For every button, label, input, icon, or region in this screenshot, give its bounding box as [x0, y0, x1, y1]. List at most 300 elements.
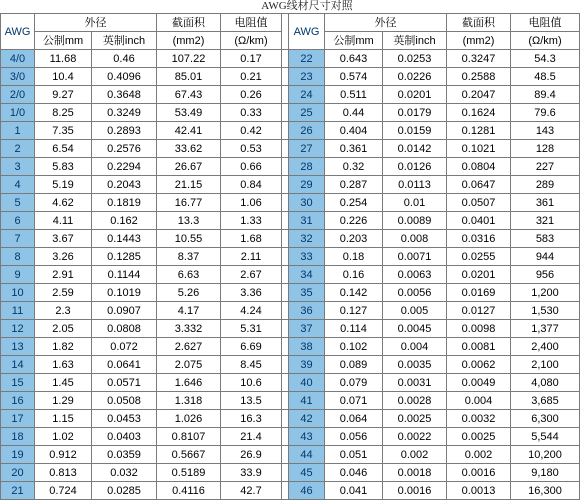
area-cell: 0.0255 — [447, 248, 511, 266]
awg-cell: 36 — [289, 302, 325, 320]
resistance-cell: 0.42 — [221, 122, 282, 140]
metric-cell: 0.511 — [325, 86, 383, 104]
awg-cell: 16 — [1, 392, 35, 410]
area-cell: 0.5667 — [157, 446, 221, 464]
resistance-cell: 227 — [511, 158, 580, 176]
column-gap — [282, 320, 289, 338]
column-gap — [282, 50, 289, 68]
area-cell: 8.37 — [157, 248, 221, 266]
resistance-cell: 2,400 — [511, 338, 580, 356]
awg-cell: 7 — [1, 230, 35, 248]
resistance-cell: 0.21 — [221, 68, 282, 86]
area-cell: 2.075 — [157, 356, 221, 374]
awg-cell: 3 — [1, 158, 35, 176]
resistance-cell: 1.06 — [221, 194, 282, 212]
table-row — [1, 464, 580, 482]
imperial-cell: 0.0056 — [383, 284, 447, 302]
metric-cell: 0.056 — [325, 428, 383, 446]
awg-header: AWG — [1, 14, 35, 50]
imperial-cell: 0.0022 — [383, 428, 447, 446]
resistance-cell: 1,377 — [511, 320, 580, 338]
metric-cell: 0.041 — [325, 482, 383, 500]
column-gap — [282, 212, 289, 230]
metric-cell: 1.45 — [35, 374, 92, 392]
column-gap — [282, 14, 289, 50]
resistance-cell: 16,300 — [511, 482, 580, 500]
metric-cell: 0.254 — [325, 194, 383, 212]
area-cell: 42.41 — [157, 122, 221, 140]
imperial-cell: 0.0641 — [92, 356, 157, 374]
resistance-cell: 10.6 — [221, 374, 282, 392]
awg-cell: 39 — [289, 356, 325, 374]
metric-cell: 0.064 — [325, 410, 383, 428]
column-gap — [282, 194, 289, 212]
area-cell: 0.0647 — [447, 176, 511, 194]
metric-cell: 0.079 — [325, 374, 383, 392]
metric-header-right: 公制mm — [325, 32, 383, 50]
area-cell: 16.77 — [157, 194, 221, 212]
awg-cell: 45 — [289, 464, 325, 482]
metric-cell: 2.59 — [35, 284, 92, 302]
awg-cell: 27 — [289, 140, 325, 158]
table-row — [1, 122, 580, 140]
area-cell: 0.0013 — [447, 482, 511, 500]
column-gap — [282, 356, 289, 374]
resistance-cell: 0.17 — [221, 50, 282, 68]
awg-cell: 3/0 — [1, 68, 35, 86]
table-row — [1, 176, 580, 194]
resistance-cell: 1.68 — [221, 230, 282, 248]
resistance-cell: 1.33 — [221, 212, 282, 230]
metric-cell: 0.287 — [325, 176, 383, 194]
metric-cell: 0.142 — [325, 284, 383, 302]
resistance-cell: 89.4 — [511, 86, 580, 104]
imperial-cell: 0.0179 — [383, 104, 447, 122]
metric-cell: 0.089 — [325, 356, 383, 374]
area-cell: 53.49 — [157, 104, 221, 122]
column-gap — [282, 266, 289, 284]
metric-cell: 0.102 — [325, 338, 383, 356]
area-cell: 26.67 — [157, 158, 221, 176]
awg-cell: 12 — [1, 320, 35, 338]
resistance-cell: 2.11 — [221, 248, 282, 266]
awg-cell: 2/0 — [1, 86, 35, 104]
metric-cell: 1.82 — [35, 338, 92, 356]
metric-cell: 0.18 — [325, 248, 383, 266]
area-cell: 0.0201 — [447, 266, 511, 284]
imperial-cell: 0.0063 — [383, 266, 447, 284]
resistance-cell: 48.5 — [511, 68, 580, 86]
area-cell: 0.8107 — [157, 428, 221, 446]
imperial-header: 英制inch — [92, 32, 157, 50]
awg-cell: 29 — [289, 176, 325, 194]
resistance-cell: 956 — [511, 266, 580, 284]
resistance-cell: 0.33 — [221, 104, 282, 122]
resistance-cell: 4.24 — [221, 302, 282, 320]
awg-cell: 11 — [1, 302, 35, 320]
awg-header-right: AWG — [289, 14, 325, 50]
imperial-cell: 0.002 — [383, 446, 447, 464]
metric-cell: 0.813 — [35, 464, 92, 482]
area-unit-header-right: (mm2) — [447, 32, 511, 50]
imperial-cell: 0.0285 — [92, 482, 157, 500]
area-cell: 67.43 — [157, 86, 221, 104]
area-cell: 1.646 — [157, 374, 221, 392]
imperial-cell: 0.032 — [92, 464, 157, 482]
metric-cell: 0.44 — [325, 104, 383, 122]
imperial-cell: 0.0159 — [383, 122, 447, 140]
table-row — [1, 338, 580, 356]
metric-cell: 9.27 — [35, 86, 92, 104]
column-gap — [282, 482, 289, 500]
area-cell: 0.0049 — [447, 374, 511, 392]
metric-cell: 0.16 — [325, 266, 383, 284]
column-gap — [282, 248, 289, 266]
imperial-cell: 0.0031 — [383, 374, 447, 392]
table-row — [1, 284, 580, 302]
area-cell: 0.1281 — [447, 122, 511, 140]
table-row — [1, 374, 580, 392]
resistance-cell: 6,300 — [511, 410, 580, 428]
metric-cell: 6.54 — [35, 140, 92, 158]
resistance-cell: 4,080 — [511, 374, 580, 392]
column-gap — [282, 176, 289, 194]
column-gap — [282, 374, 289, 392]
imperial-cell: 0.0045 — [383, 320, 447, 338]
area-cell: 0.0316 — [447, 230, 511, 248]
area-cell: 0.0032 — [447, 410, 511, 428]
imperial-cell: 0.3648 — [92, 86, 157, 104]
imperial-cell: 0.0359 — [92, 446, 157, 464]
area-cell: 0.0804 — [447, 158, 511, 176]
column-gap — [282, 302, 289, 320]
imperial-cell: 0.0453 — [92, 410, 157, 428]
column-gap — [282, 104, 289, 122]
table-row — [1, 86, 580, 104]
imperial-cell: 0.072 — [92, 338, 157, 356]
area-cell: 0.2588 — [447, 68, 511, 86]
metric-cell: 7.35 — [35, 122, 92, 140]
area-cell: 10.55 — [157, 230, 221, 248]
area-cell: 0.002 — [447, 446, 511, 464]
awg-cell: 18 — [1, 428, 35, 446]
area-cell: 3.332 — [157, 320, 221, 338]
header-row-1 — [1, 14, 580, 32]
resistance-cell: 6.69 — [221, 338, 282, 356]
awg-cell: 34 — [289, 266, 325, 284]
table-row — [1, 428, 580, 446]
resistance-cell: 361 — [511, 194, 580, 212]
imperial-cell: 0.0126 — [383, 158, 447, 176]
area-cell: 0.0062 — [447, 356, 511, 374]
awg-cell: 31 — [289, 212, 325, 230]
metric-cell: 1.29 — [35, 392, 92, 410]
awg-cell: 35 — [289, 284, 325, 302]
column-gap — [282, 284, 289, 302]
resistance-cell: 128 — [511, 140, 580, 158]
awg-cell: 28 — [289, 158, 325, 176]
imperial-cell: 0.0071 — [383, 248, 447, 266]
awg-cell: 8 — [1, 248, 35, 266]
imperial-cell: 0.3249 — [92, 104, 157, 122]
table-row — [1, 140, 580, 158]
resistance-cell: 8.45 — [221, 356, 282, 374]
imperial-cell: 0.0016 — [383, 482, 447, 500]
metric-cell: 10.4 — [35, 68, 92, 86]
imperial-cell: 0.2294 — [92, 158, 157, 176]
awg-cell: 40 — [289, 374, 325, 392]
awg-cell: 17 — [1, 410, 35, 428]
table-row — [1, 320, 580, 338]
resistance-cell: 26.9 — [221, 446, 282, 464]
awg-cell: 19 — [1, 446, 35, 464]
metric-cell: 1.63 — [35, 356, 92, 374]
table-row — [1, 392, 580, 410]
resistance-cell: 33.9 — [221, 464, 282, 482]
metric-cell: 2.3 — [35, 302, 92, 320]
area-cell: 0.5189 — [157, 464, 221, 482]
table-row — [1, 230, 580, 248]
area-cell: 4.17 — [157, 302, 221, 320]
area-cell: 21.15 — [157, 176, 221, 194]
area-cell: 33.62 — [157, 140, 221, 158]
awg-cell: 10 — [1, 284, 35, 302]
imperial-cell: 0.1819 — [92, 194, 157, 212]
imperial-cell: 0.0142 — [383, 140, 447, 158]
imperial-cell: 0.2893 — [92, 122, 157, 140]
imperial-cell: 0.1144 — [92, 266, 157, 284]
metric-cell: 0.046 — [325, 464, 383, 482]
resistance-cell: 0.26 — [221, 86, 282, 104]
awg-cell: 13 — [1, 338, 35, 356]
awg-cell: 41 — [289, 392, 325, 410]
imperial-cell: 0.0089 — [383, 212, 447, 230]
imperial-cell: 0.008 — [383, 230, 447, 248]
resistance-cell: 10,200 — [511, 446, 580, 464]
metric-cell: 0.912 — [35, 446, 92, 464]
area-cell: 0.0507 — [447, 194, 511, 212]
metric-cell: 0.32 — [325, 158, 383, 176]
imperial-cell: 0.4096 — [92, 68, 157, 86]
imperial-cell: 0.0403 — [92, 428, 157, 446]
resistance-cell: 79.6 — [511, 104, 580, 122]
awg-cell: 37 — [289, 320, 325, 338]
awg-cell: 46 — [289, 482, 325, 500]
diameter-header: 外径 — [35, 14, 157, 32]
area-cell: 1.318 — [157, 392, 221, 410]
area-cell: 0.004 — [447, 392, 511, 410]
diameter-header-right: 外径 — [325, 14, 447, 32]
resistance-cell: 289 — [511, 176, 580, 194]
resistance-cell: 42.7 — [221, 482, 282, 500]
table-row — [1, 104, 580, 122]
resistance-cell: 3.36 — [221, 284, 282, 302]
awg-cell: 4/0 — [1, 50, 35, 68]
awg-cell: 32 — [289, 230, 325, 248]
column-gap — [282, 230, 289, 248]
table-row — [1, 158, 580, 176]
area-header: 截面积 — [157, 14, 221, 32]
resistance-cell: 0.53 — [221, 140, 282, 158]
metric-cell: 0.114 — [325, 320, 383, 338]
imperial-cell: 0.0226 — [383, 68, 447, 86]
metric-cell: 0.071 — [325, 392, 383, 410]
column-gap — [282, 464, 289, 482]
imperial-cell: 0.1443 — [92, 230, 157, 248]
area-cell: 85.01 — [157, 68, 221, 86]
imperial-cell: 0.004 — [383, 338, 447, 356]
metric-cell: 0.724 — [35, 482, 92, 500]
area-cell: 0.0127 — [447, 302, 511, 320]
awg-cell: 14 — [1, 356, 35, 374]
table-row — [1, 356, 580, 374]
area-header-right: 截面积 — [447, 14, 511, 32]
awg-cell: 6 — [1, 212, 35, 230]
awg-cell: 21 — [1, 482, 35, 500]
metric-cell: 3.67 — [35, 230, 92, 248]
sheet-title: AWG线材尺寸对照 — [261, 0, 353, 12]
imperial-cell: 0.0018 — [383, 464, 447, 482]
imperial-cell: 0.1285 — [92, 248, 157, 266]
resistance-cell: 3,685 — [511, 392, 580, 410]
resistance-cell: 143 — [511, 122, 580, 140]
awg-cell: 23 — [289, 68, 325, 86]
area-cell: 13.3 — [157, 212, 221, 230]
resistance-cell: 2,100 — [511, 356, 580, 374]
table-row — [1, 410, 580, 428]
area-cell: 107.22 — [157, 50, 221, 68]
resistance-cell: 21.4 — [221, 428, 282, 446]
column-gap — [282, 338, 289, 356]
awg-cell: 22 — [289, 50, 325, 68]
metric-cell: 0.361 — [325, 140, 383, 158]
table-row — [1, 446, 580, 464]
resistance-unit-header-right: (Ω/km) — [511, 32, 580, 50]
resistance-cell: 1,530 — [511, 302, 580, 320]
resistance-cell: 0.84 — [221, 176, 282, 194]
imperial-cell: 0.2576 — [92, 140, 157, 158]
awg-cell: 20 — [1, 464, 35, 482]
area-cell: 0.0016 — [447, 464, 511, 482]
area-cell: 0.0169 — [447, 284, 511, 302]
resistance-cell: 2.67 — [221, 266, 282, 284]
table-row — [1, 248, 580, 266]
awg-cell: 43 — [289, 428, 325, 446]
area-cell: 0.0401 — [447, 212, 511, 230]
imperial-cell: 0.0907 — [92, 302, 157, 320]
table-row — [1, 194, 580, 212]
resistance-header-right: 电阻值 — [511, 14, 580, 32]
column-gap — [282, 86, 289, 104]
table-row — [1, 212, 580, 230]
imperial-cell: 0.0028 — [383, 392, 447, 410]
area-cell: 0.0025 — [447, 428, 511, 446]
resistance-cell: 5.31 — [221, 320, 282, 338]
awg-cell: 4 — [1, 176, 35, 194]
area-cell: 0.1021 — [447, 140, 511, 158]
metric-header: 公制mm — [35, 32, 92, 50]
imperial-cell: 0.005 — [383, 302, 447, 320]
table-row — [1, 68, 580, 86]
area-cell: 0.2047 — [447, 86, 511, 104]
area-cell: 0.0081 — [447, 338, 511, 356]
imperial-cell: 0.1019 — [92, 284, 157, 302]
metric-cell: 1.15 — [35, 410, 92, 428]
awg-cell: 30 — [289, 194, 325, 212]
metric-cell: 0.051 — [325, 446, 383, 464]
area-cell: 0.3247 — [447, 50, 511, 68]
imperial-cell: 0.0035 — [383, 356, 447, 374]
imperial-cell: 0.162 — [92, 212, 157, 230]
metric-cell: 0.203 — [325, 230, 383, 248]
resistance-cell: 944 — [511, 248, 580, 266]
column-gap — [282, 158, 289, 176]
imperial-header-right: 英制inch — [383, 32, 447, 50]
metric-cell: 5.19 — [35, 176, 92, 194]
resistance-cell: 5,544 — [511, 428, 580, 446]
resistance-header: 电阻值 — [221, 14, 282, 32]
table-row — [1, 482, 580, 500]
imperial-cell: 0.01 — [383, 194, 447, 212]
column-gap — [282, 392, 289, 410]
metric-cell: 0.574 — [325, 68, 383, 86]
column-gap — [282, 122, 289, 140]
awg-cell: 44 — [289, 446, 325, 464]
resistance-cell: 321 — [511, 212, 580, 230]
resistance-unit-header: (Ω/km) — [221, 32, 282, 50]
awg-cell: 33 — [289, 248, 325, 266]
metric-cell: 0.226 — [325, 212, 383, 230]
awg-cell: 5 — [1, 194, 35, 212]
resistance-cell: 1,200 — [511, 284, 580, 302]
awg-cell: 42 — [289, 410, 325, 428]
resistance-cell: 13.5 — [221, 392, 282, 410]
metric-cell: 0.643 — [325, 50, 383, 68]
table-row — [1, 50, 580, 68]
area-cell: 0.0098 — [447, 320, 511, 338]
area-cell: 1.026 — [157, 410, 221, 428]
metric-cell: 4.11 — [35, 212, 92, 230]
imperial-cell: 0.0808 — [92, 320, 157, 338]
awg-cell: 9 — [1, 266, 35, 284]
awg-cell: 25 — [289, 104, 325, 122]
awg-cell: 2 — [1, 140, 35, 158]
imperial-cell: 0.0201 — [383, 86, 447, 104]
awg-cell: 24 — [289, 86, 325, 104]
area-cell: 0.1624 — [447, 104, 511, 122]
area-unit-header: (mm2) — [157, 32, 221, 50]
resistance-cell: 54.3 — [511, 50, 580, 68]
awg-cell: 1 — [1, 122, 35, 140]
area-cell: 2.627 — [157, 338, 221, 356]
resistance-cell: 16.3 — [221, 410, 282, 428]
imperial-cell: 0.0025 — [383, 410, 447, 428]
metric-cell: 8.25 — [35, 104, 92, 122]
area-cell: 0.4116 — [157, 482, 221, 500]
metric-cell: 2.05 — [35, 320, 92, 338]
imperial-cell: 0.0571 — [92, 374, 157, 392]
awg-cell: 38 — [289, 338, 325, 356]
imperial-cell: 0.46 — [92, 50, 157, 68]
table-row — [1, 266, 580, 284]
resistance-cell: 0.66 — [221, 158, 282, 176]
column-gap — [282, 446, 289, 464]
column-gap — [282, 140, 289, 158]
awg-table — [0, 13, 580, 500]
column-gap — [282, 68, 289, 86]
metric-cell: 1.02 — [35, 428, 92, 446]
imperial-cell: 0.0253 — [383, 50, 447, 68]
